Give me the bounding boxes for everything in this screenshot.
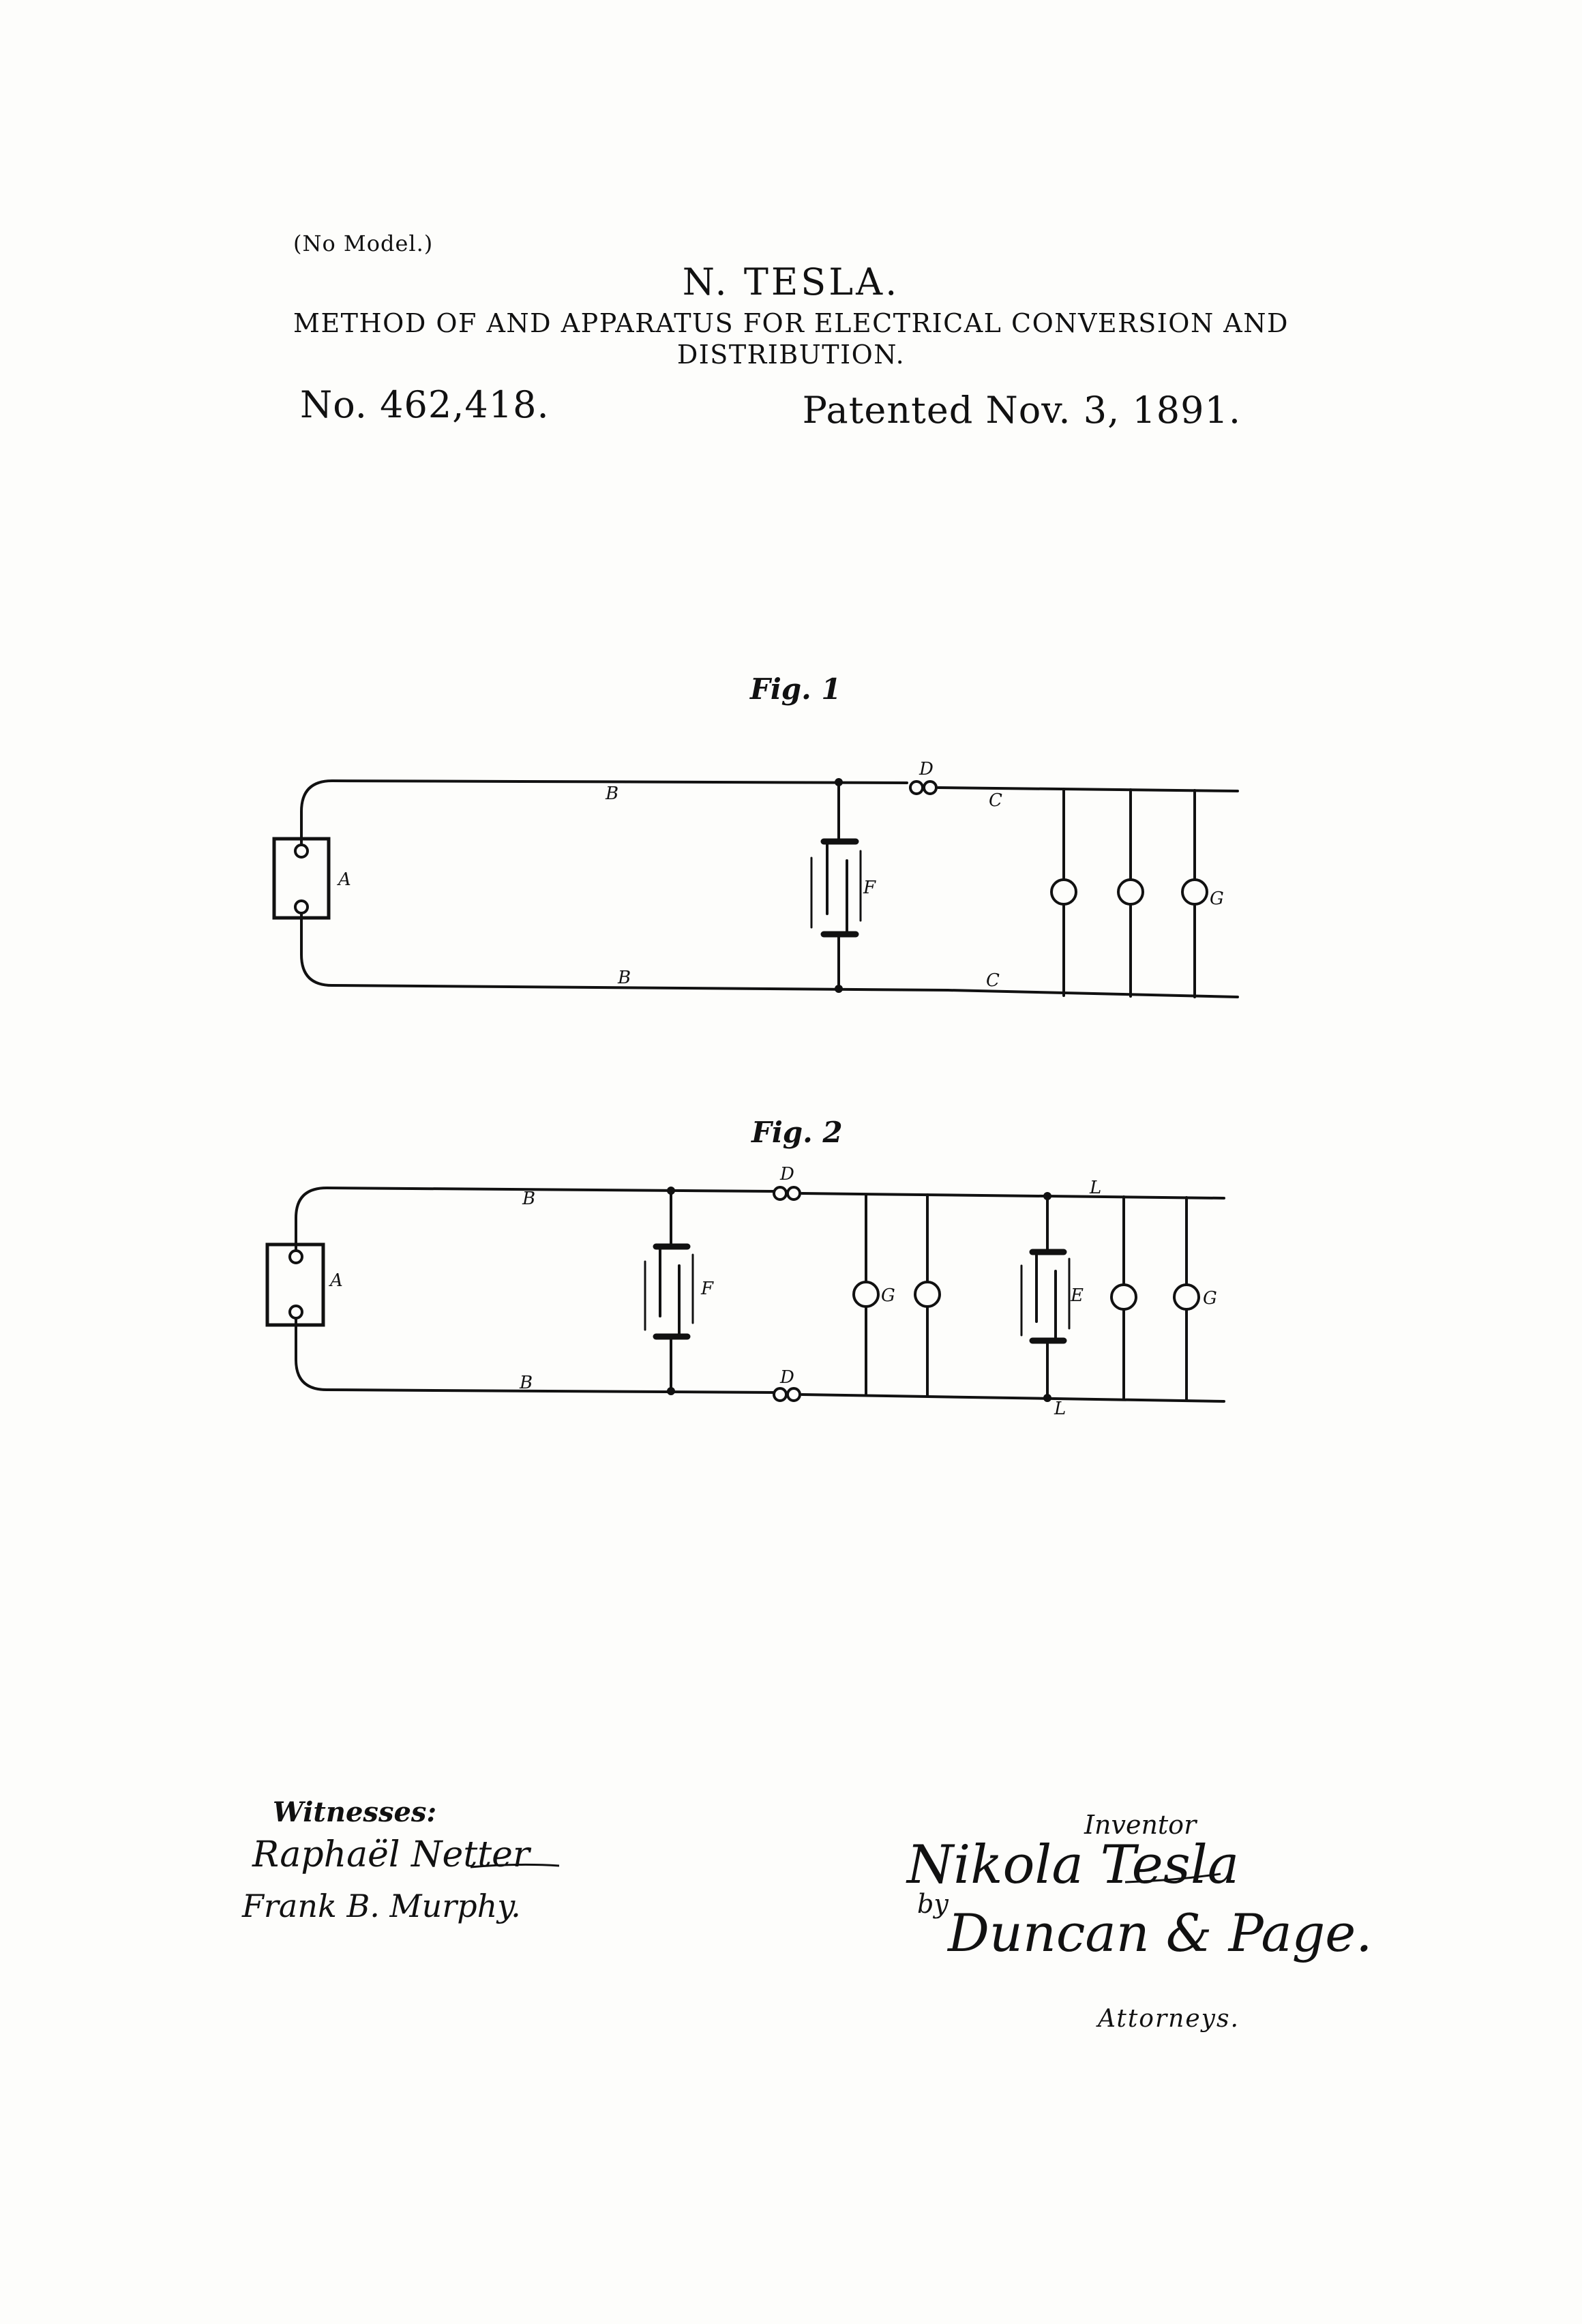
attorney-signature: Duncan & Page. <box>948 1903 1373 1963</box>
fig1-label-c-top: C <box>989 790 1002 811</box>
fig2-terminal-bottom <box>290 1306 302 1318</box>
witness-signature-2: Frank B. Murphy. <box>242 1888 521 1924</box>
fig2-gap-top-ball-2 <box>788 1187 800 1200</box>
fig2-junction-f-bottom <box>668 1388 674 1394</box>
fig2-label-g-left: G <box>881 1285 895 1306</box>
fig2-junction-e-top <box>1045 1193 1050 1199</box>
fig2-terminal-top <box>290 1251 302 1263</box>
fig1-label-c-bottom: C <box>986 970 1000 991</box>
fig2-gap-bottom-ball-1 <box>774 1388 786 1401</box>
fig1-line-top <box>301 781 907 845</box>
fig1-label-f: F <box>863 878 876 898</box>
fig1-label-g: G <box>1210 889 1224 909</box>
fig1-label-d: D <box>919 759 934 779</box>
no-model-note: (No Model.) <box>293 230 434 256</box>
fig1-terminal-top <box>295 845 308 857</box>
fig2-label-b-bottom: B <box>520 1373 533 1393</box>
fig1-lamps <box>1051 789 1207 997</box>
fig1-label-b-bottom: B <box>618 968 631 988</box>
fig2-label-a: A <box>330 1270 343 1291</box>
fig1-label-b-top: B <box>606 784 619 804</box>
patent-number: No. 462,418. <box>300 383 550 426</box>
inventor-label: Inventor <box>1084 1810 1197 1840</box>
witnesses-label: Witnesses: <box>273 1796 437 1828</box>
witness-signature-1: Raphaël Netter <box>252 1834 530 1875</box>
fig2-label-g-right: G <box>1203 1288 1217 1309</box>
patent-date: Patented Nov. 3, 1891. <box>802 389 1241 432</box>
fig2-label-b-top: B <box>522 1189 536 1209</box>
fig1-terminal-bottom <box>295 901 308 913</box>
fig2-lamps-left <box>854 1195 940 1396</box>
fig1-gap-ball-2 <box>924 781 936 794</box>
fig1-reference-letters <box>337 759 1224 991</box>
inventor-signature: Nikola Tesla <box>907 1834 1240 1896</box>
fig2-label-e: E <box>1071 1285 1084 1306</box>
by-word: by <box>917 1889 949 1919</box>
fig1-gap-ball-1 <box>910 781 923 794</box>
patent-title-line-2: DISTRIBUTION. <box>676 340 906 370</box>
fig2-label: Fig. 2 <box>751 1116 843 1149</box>
fig1-junction-bottom <box>836 986 841 992</box>
attorneys-label: Attorneys. <box>1098 2005 1240 2033</box>
fig1-label: Fig. 1 <box>750 672 841 706</box>
fig1-circuit <box>274 779 1238 997</box>
inventor-name: N. TESLA. <box>682 260 900 303</box>
fig2-gap-top-ball-1 <box>774 1187 786 1200</box>
fig2-junction-f-top <box>668 1188 674 1193</box>
fig2-reference-letters <box>329 1164 1217 1419</box>
fig2-label-l-top: L <box>1090 1178 1102 1198</box>
fig2-label-l-bottom: L <box>1054 1399 1066 1419</box>
fig2-label-d-top: D <box>780 1164 794 1185</box>
fig2-junction-e-bottom <box>1045 1395 1050 1401</box>
fig1-junction-top <box>836 779 841 785</box>
patent-title-line-1: METHOD OF AND APPARATUS FOR ELECTRICAL CONVERSION AND <box>293 308 1289 338</box>
fig1-label-a: A <box>338 869 351 890</box>
fig2-line-bottom <box>296 1318 775 1392</box>
fig2-label-f: F <box>701 1279 714 1299</box>
fig1-line-c-top <box>938 788 1238 791</box>
fig2-lamps-right <box>1111 1197 1199 1400</box>
fig2-label-d-bottom: D <box>780 1367 794 1388</box>
fig2-gap-bottom-ball-2 <box>788 1388 800 1401</box>
